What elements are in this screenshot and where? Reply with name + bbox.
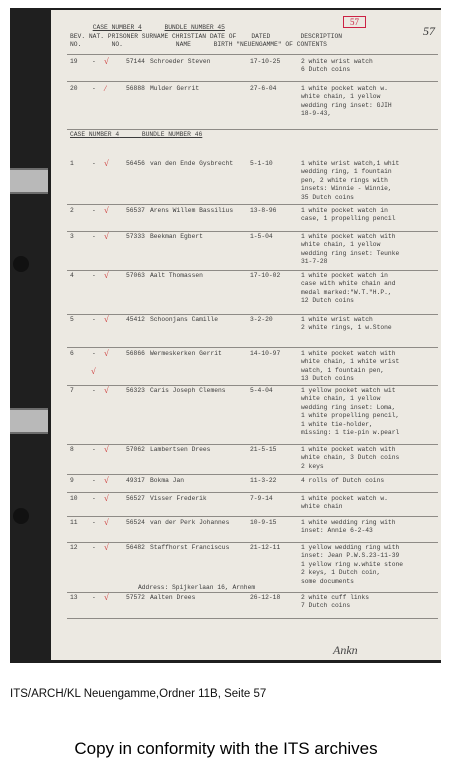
row-number: 12 (70, 544, 78, 551)
birth-date: 21-12-11 (250, 544, 281, 551)
birth-date: 27-6-04 (250, 85, 277, 92)
red-check-mark: √ (104, 348, 109, 358)
contents-description: 1 white pocket watch w. white chain (301, 495, 388, 511)
contents-description: 4 rolls of Dutch coins (301, 477, 385, 484)
nationality-dash: - (92, 544, 96, 551)
prisoner-number: 56323 (126, 387, 145, 394)
prisoner-number: 45412 (126, 316, 145, 323)
row-number: 7 (70, 387, 74, 394)
row-divider (67, 81, 438, 82)
red-check-mark: √ (104, 270, 109, 280)
punch-hole (13, 256, 29, 272)
row-number: 19 (70, 58, 78, 65)
prisoner-number: 56866 (126, 350, 145, 357)
extra-check-mark: √ (91, 366, 96, 376)
row-divider (67, 385, 438, 386)
document-paper (51, 10, 441, 660)
row-divider (67, 204, 438, 205)
nationality-dash: - (92, 446, 96, 453)
column-header-line-2: NO. NO. NAME BIRTH "NEUENGAMME" OF CONTENTS (70, 41, 327, 49)
row-divider (67, 474, 438, 475)
handwritten-page-number: 57 (423, 24, 435, 38)
prisoner-name: Caris Joseph Clemens (150, 387, 226, 394)
contents-description: 2 white cuff links 7 Dutch coins (301, 594, 370, 610)
birth-date: 11-3-22 (250, 477, 277, 484)
binder-clip (10, 168, 48, 194)
birth-date: 14-10-97 (250, 350, 281, 357)
source-reference: ITS/ARCH/KL Neuengamme,Ordner 11B, Seite 57 (10, 688, 267, 700)
contents-description: 1 white pocket watch with white chain, 3 Dutch coins 2 keys (301, 446, 400, 470)
contents-description: 1 white pocket watch with white chain, 1 white wrist watch, 1 fountain pen, 13 Dutch coins (301, 350, 400, 383)
prisoner-number: 56456 (126, 160, 145, 167)
birth-date: 17-10-25 (250, 58, 281, 65)
nationality-dash: - (92, 495, 96, 502)
prisoner-number: 57063 (126, 272, 145, 279)
case-number-2: CASE NUMBER 4 (70, 131, 120, 138)
document-header (70, 16, 342, 58)
nationality-dash: - (92, 85, 96, 92)
red-check-mark: / (104, 83, 107, 93)
contents-description: 2 white wrist watch 6 Dutch coins (301, 58, 373, 74)
prisoner-number: 56524 (126, 519, 145, 526)
prisoner-number: 49317 (126, 477, 145, 484)
prisoner-name: Schoonjans Camille (150, 316, 219, 323)
row-number: 4 (70, 272, 74, 279)
row-number: 6 (70, 350, 74, 357)
prisoner-name: Arens Willem Bassilius (150, 207, 234, 214)
row-divider (67, 618, 438, 619)
prisoner-number: 57572 (126, 594, 145, 601)
bundle-number-2: BUNDLE NUMBER 46 (141, 131, 203, 138)
prisoner-name: Wermeskerken Gerrit (150, 350, 222, 357)
prisoner-name: Bokma Jan (150, 477, 185, 484)
address-note: Address: Spijkerlaan 16, Arnhem (138, 584, 256, 591)
row-number: 11 (70, 519, 78, 526)
birth-date: 21-5-15 (250, 446, 277, 453)
birth-date: 26-12-18 (250, 594, 281, 601)
red-check-mark: √ (104, 314, 109, 324)
row-divider (67, 270, 438, 271)
contents-description: 1 white pocket watch with white chain, 1 yellow wedding ring inset: Teunke 31-7-28 (301, 233, 400, 266)
row-number: 9 (70, 477, 74, 484)
nationality-dash: - (92, 477, 96, 484)
contents-description: 1 white wedding ring with inset: Annie 6-2-43 (301, 519, 396, 535)
row-number: 2 (70, 207, 74, 214)
red-check-mark: √ (104, 158, 109, 168)
nationality-dash: - (92, 233, 96, 240)
prisoner-name: van der Perk Johannes (150, 519, 230, 526)
red-check-mark: √ (104, 475, 109, 485)
row-number: 8 (70, 446, 74, 453)
prisoner-number: 56537 (126, 207, 145, 214)
column-header-line-1: BEV. NAT. PRISONER SURNAME CHRISTIAN DATE OF DATED DESCRIPTION (70, 32, 343, 40)
binder-clip (10, 408, 48, 434)
contents-description: 1 white pocket watch w. white chain, 1 yellow wedding ring inset: GJIH 18-9-43, (301, 85, 392, 118)
birth-date: 1-5-04 (250, 233, 273, 240)
prisoner-number: 57144 (126, 58, 145, 65)
prisoner-name: Schroeder Steven (150, 58, 211, 65)
row-number: 13 (70, 594, 78, 601)
row-divider (67, 516, 438, 517)
birth-date: 13-8-96 (250, 207, 277, 214)
row-number: 5 (70, 316, 74, 323)
section2-header (70, 131, 202, 139)
contents-description: 1 yellow wedding ring with inset: Jean P.W.S.23-11-39 1 yellow ring w.white stone 2 keys, 1 Dutch coin, some documents (301, 544, 404, 585)
prisoner-name: Beekman Egbert (150, 233, 203, 240)
row-divider (67, 542, 438, 543)
contents-description: 1 yellow pocket watch wit white chain, 1 yellow wedding ring inset: Loma, 1 white propelling pencil, 1 white tie-holder, missing: 1 tie-pin w.pearl (301, 387, 400, 437)
prisoner-number: 56527 (126, 495, 145, 502)
prisoner-name: Visser Frederik (150, 495, 207, 502)
nationality-dash: - (92, 387, 96, 394)
nationality-dash: - (92, 272, 96, 279)
red-check-mark: √ (104, 444, 109, 454)
birth-date: 17-10-02 (250, 272, 281, 279)
prisoner-number: 57333 (126, 233, 145, 240)
row-divider (67, 347, 438, 348)
case-number-1: CASE NUMBER 4 (92, 24, 142, 32)
row-number: 10 (70, 495, 78, 502)
signature: Ankn (333, 643, 358, 657)
punch-hole (13, 508, 29, 524)
prisoner-name: Aalt Thomassen (150, 272, 203, 279)
row-divider (67, 492, 438, 493)
nationality-dash: - (92, 207, 96, 214)
conformity-statement: Copy in conformity with the ITS archives (74, 739, 378, 758)
contents-description: 1 white wrist watch 2 white rings, 1 w.Stone (301, 316, 392, 332)
bundle-number-1: BUNDLE NUMBER 45 (164, 24, 225, 32)
nationality-dash: - (92, 594, 96, 601)
red-check-mark: √ (104, 56, 109, 66)
row-number: 3 (70, 233, 74, 240)
red-check-mark: √ (104, 517, 109, 527)
row-divider (67, 129, 438, 130)
row-number: 20 (70, 85, 78, 92)
row-divider (67, 231, 438, 232)
prisoner-name: Staffhorst Franciscus (150, 544, 230, 551)
prisoner-name: van den Ende Gysbrecht (150, 160, 234, 167)
red-check-mark: √ (104, 493, 109, 503)
red-box-number: 57 (343, 16, 366, 28)
row-divider (67, 444, 438, 445)
red-check-mark: √ (104, 205, 109, 215)
prisoner-name: Mulder Gerrit (150, 85, 200, 92)
nationality-dash: - (92, 350, 96, 357)
scanned-page (10, 8, 441, 663)
birth-date: 5-4-04 (250, 387, 273, 394)
nationality-dash: - (92, 316, 96, 323)
red-check-mark: √ (104, 385, 109, 395)
nationality-dash: - (92, 58, 96, 65)
prisoner-number: 56888 (126, 85, 145, 92)
red-check-mark: √ (104, 231, 109, 241)
red-check-mark: √ (104, 592, 109, 602)
red-check-mark: √ (104, 542, 109, 552)
birth-date: 10-9-15 (250, 519, 277, 526)
nationality-dash: - (92, 160, 96, 167)
contents-description: 1 white wrist watch,1 whit wedding ring, 1 fountain pen, 2 white rings with insets: Winnie - Winnie, 35 Dutch coins (301, 160, 400, 201)
contents-description: 1 white pocket watch in case with white chain and medal marked:"W.T."H.P., 12 Dutch coins (301, 272, 396, 305)
prisoner-number: 56482 (126, 544, 145, 551)
prisoner-name: Aalten Drees (150, 594, 196, 601)
prisoner-number: 57062 (126, 446, 145, 453)
divider (67, 54, 438, 55)
birth-date: 5-1-10 (250, 160, 273, 167)
contents-description: 1 white pocket watch in case, 1 propelling pencil (301, 207, 396, 223)
birth-date: 7-9-14 (250, 495, 273, 502)
birth-date: 3-2-20 (250, 316, 273, 323)
row-number: 1 (70, 160, 74, 167)
row-divider (67, 314, 438, 315)
nationality-dash: - (92, 519, 96, 526)
prisoner-name: Lambertsen Drees (150, 446, 211, 453)
